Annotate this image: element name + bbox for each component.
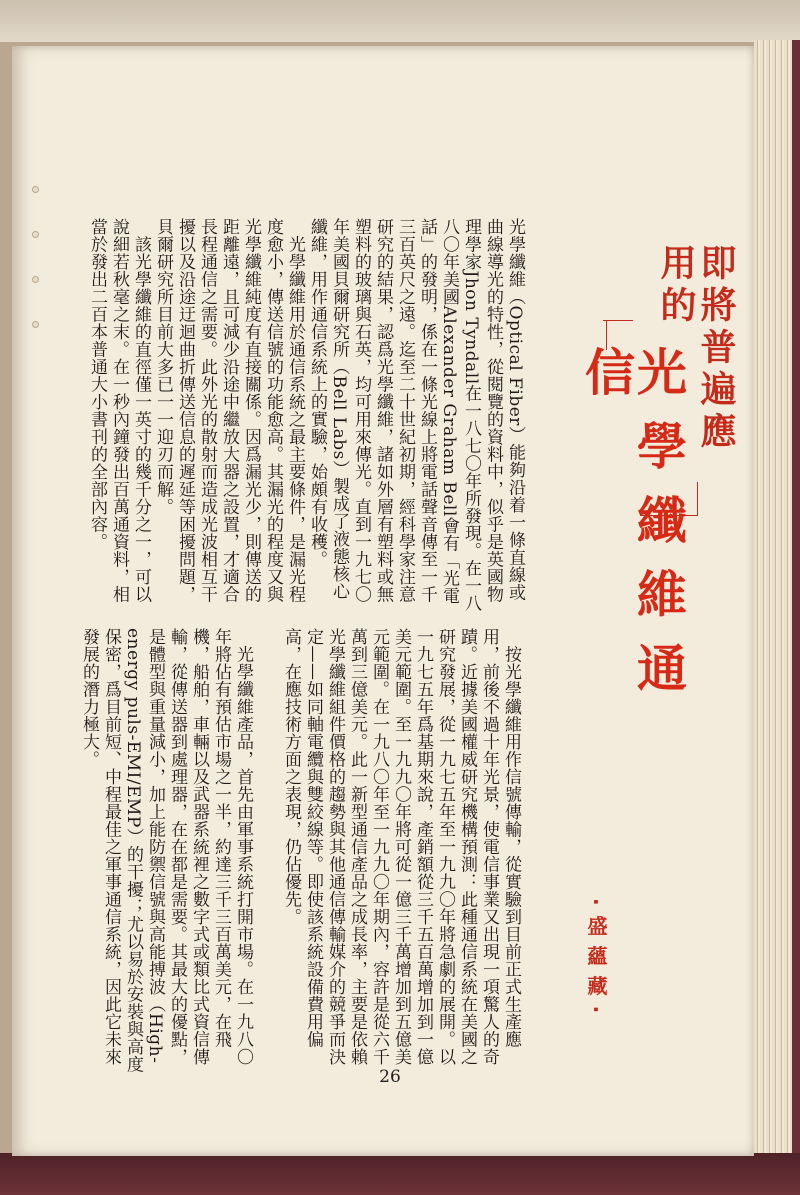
binding-hole	[32, 276, 39, 283]
binding-hole	[32, 231, 39, 238]
article-slogan: 即將普遍應用的	[655, 244, 736, 454]
book-binding-top	[0, 0, 800, 42]
article-author: ·盛蘊藏·	[584, 898, 608, 1024]
body-text-column-upper: 光學纖維（Optical Fiber）能夠沿着一條直線或曲線導光的特性，從閱覽的資料中，似乎是英國物理學家Jhon Tyndall在一八七〇年所發現。在一八八〇年美國Alexander Graham Bell會有「光電話」的發明，係在一條光線上將電話聲音傳至一千三百英尺之遠。迄至二十世紀初期，經科學家注意研究的結果，認爲光學纖維，諸如外層有塑料或無塑料的玻璃與石英，均可用來傳光。直到一九七〇年美國貝爾研究所（Bell Labs）製成了液態核心纖維，用作通信系統上的實驗，始頗有收穫。 光學纖維用於通信系統之最主要條件，是漏光程度愈小，傳送信號的功能愈高。其漏光的程度又與光學纖維純度有直接關係。因爲漏光少，則傳送的距離遠，且可減少沿途中繼放大器之設置，才適合長程通信之需要。此外光的散射而造成光波相互干擾以及沿途迂迴曲折傳送信息的遲延等困擾問題，貝爾研究所目前大多已一一迎刃而解。 該光學纖維的直徑僅一英寸的幾千分之一，可以說細若秋毫之末。在一秒內鐘發出百萬通資料，相當於發出二百本普通大小書刊的全部內容。	[87, 218, 525, 613]
article-title: 光學纖維通信	[577, 346, 687, 716]
book-spine-right	[792, 40, 800, 1160]
body-text-column-lower-right: 按光學纖維用作信號傳輸，從實驗到目前正式生產應用，前後不過十年光景，使電信事業又出現一項驚人的奇蹟。近據美國權威研究機構預測：此種通信系統在美國之研究發展，從一九七五年至一九九〇年將急劇的展開。以一九七五年爲基期來說，產銷額從三千五百萬增加到一億美元範圍。至一九九〇年將可從一億三千萬增加到五億美元範圍。在一九八〇年至一九九〇年期內，容許是從六千萬到三億美元。此一新型通信產品之成長率，主要是依賴光學纖維組件價格的趨勢與其他通信傳輸媒介的競爭而決定——如同軸電纜與雙絞線等。即使該系統設備費用偏高，在應技術方面之表現，仍佔優先。	[281, 628, 521, 1066]
binding-hole	[32, 321, 39, 328]
binding-hole	[32, 186, 39, 193]
body-text-column-lower-left: 光學纖維產品，首先由軍事系統打開市場。在一九八〇年將佔有預估市場之一半，約達三千三百萬美元，在飛機，船舶，車輛以及武器系統裡之數字式或類比式資信傳輸，從傳送器到處理器，在在都是需要。其最大的優點，是體型與重量減小，加上能防禦信號與高能搏波（High-energy puls-EMI/EMP）的干擾；尤以易於安裝與高度保密，爲目前短、中程最佳之軍事通信系統，因此它未來發展的潛力極大。	[79, 628, 253, 1073]
title-bracket	[603, 320, 633, 321]
book-binding-bottom	[0, 1153, 800, 1195]
page-number: 26	[379, 1067, 401, 1087]
title-bracket	[697, 482, 698, 516]
